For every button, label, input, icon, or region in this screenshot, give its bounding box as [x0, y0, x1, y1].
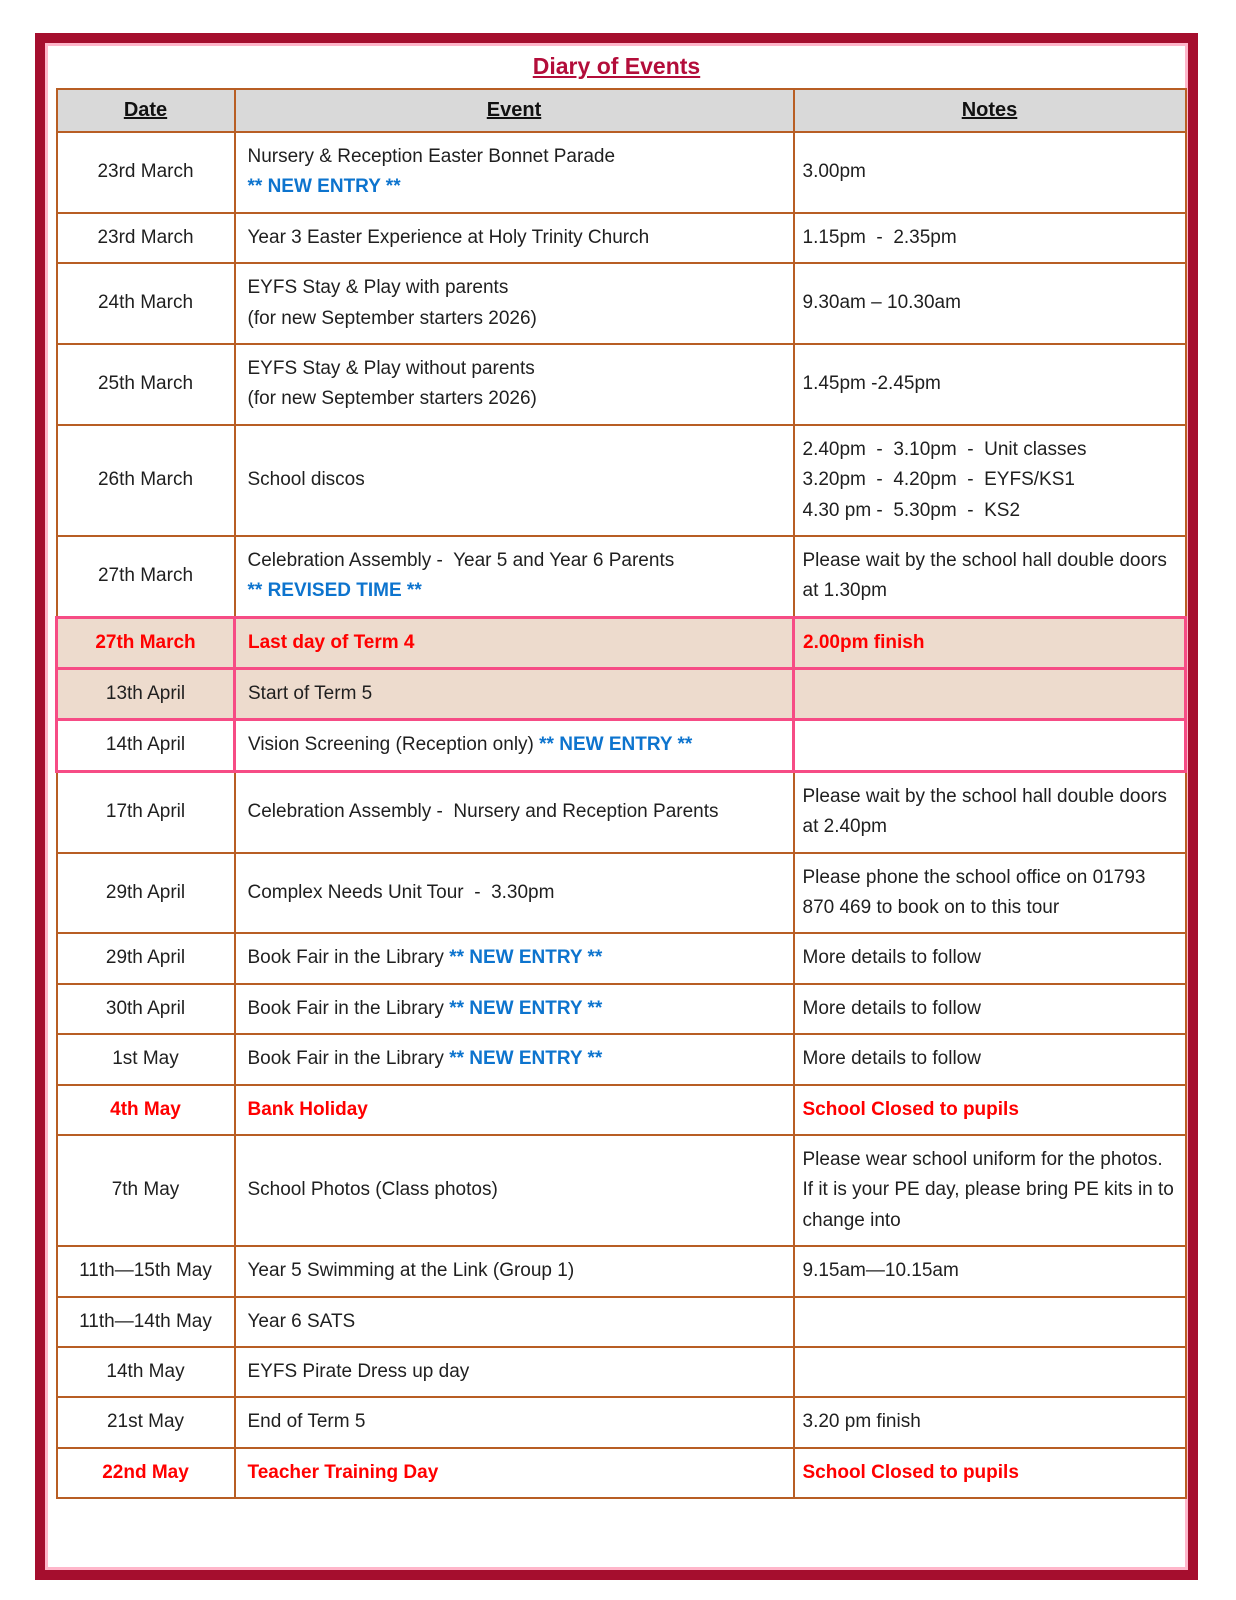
text-segment: Nursery & Reception Easter Bonnet Parade — [247, 146, 616, 167]
date-cell: 27th March — [57, 617, 235, 668]
text-line — [803, 288, 1177, 318]
column-header-notes: Notes — [794, 89, 1186, 132]
text-line — [248, 1044, 781, 1074]
text-segment: EYFS Stay & Play with parents — [247, 277, 509, 299]
table-body — [57, 132, 1186, 1498]
event-cell — [235, 1034, 794, 1084]
date-cell: 1st May — [57, 1034, 235, 1084]
emphasis-text: ** NEW ENTRY ** — [449, 1048, 603, 1070]
notes-cell — [794, 1448, 1186, 1498]
text-segment: (for new September starters 2026) — [247, 307, 537, 329]
date-cell: 29th April — [57, 933, 235, 983]
notes-cell — [794, 617, 1186, 668]
text-segment: Year 3 Easter Experience at Holy Trinity Church — [247, 226, 650, 248]
text-segment: School discos — [247, 469, 365, 491]
text-line — [803, 435, 1177, 465]
table-row — [57, 263, 1186, 344]
text-segment: 3.20pm - 4.20pm - EYFS/KS1 — [802, 469, 1075, 491]
text-line — [803, 863, 1177, 924]
text-segment: Teacher Training Day — [247, 1461, 439, 1483]
text-segment: 1.15pm - 2.35pm — [802, 226, 957, 248]
text-segment: 3.20 pm finish — [802, 1411, 921, 1433]
date-cell: 14th April — [57, 720, 235, 771]
text-line — [248, 354, 781, 384]
table-row — [57, 853, 1186, 934]
text-line — [248, 730, 780, 760]
notes-cell — [794, 425, 1186, 536]
text-segment: Please wait by the school hall double doors at 2.40pm — [802, 785, 1173, 838]
event-cell — [235, 617, 794, 668]
text-segment: Book Fair in the Library — [247, 1048, 450, 1070]
text-segment: Start of Term 5 — [248, 683, 373, 705]
date-cell: 4th May — [57, 1085, 235, 1135]
text-line — [248, 679, 780, 709]
text-segment: More details to follow — [802, 947, 981, 969]
date-cell: 24th March — [57, 263, 235, 344]
text-line — [248, 1175, 781, 1205]
event-cell — [235, 263, 794, 344]
text-segment: Please phone the school office on 01793 870 469 to book on to this tour — [802, 866, 1151, 919]
text-line — [248, 628, 780, 658]
text-segment: 9.15am—10.15am — [802, 1260, 959, 1282]
date-cell: 11th—15th May — [57, 1246, 235, 1296]
event-cell — [235, 425, 794, 536]
date-cell: 17th April — [57, 771, 235, 852]
notes-cell — [794, 853, 1186, 934]
date-cell: 14th May — [57, 1347, 235, 1397]
notes-cell — [794, 933, 1186, 983]
text-line — [248, 943, 781, 973]
event-cell — [235, 1246, 794, 1296]
date-cell: 22nd May — [57, 1448, 235, 1498]
text-line — [248, 546, 781, 576]
table-row — [57, 536, 1186, 617]
text-segment: Book Fair in the Library — [247, 997, 450, 1019]
event-cell — [235, 536, 794, 617]
text-segment: Last day of Term 4 — [248, 631, 415, 653]
event-cell — [235, 984, 794, 1034]
text-line — [803, 994, 1177, 1024]
text-line — [803, 1407, 1177, 1437]
text-segment: EYFS Stay & Play without parents — [247, 357, 535, 379]
text-segment: End of Term 5 — [247, 1411, 366, 1433]
text-line — [803, 943, 1177, 973]
table-row — [57, 1135, 1186, 1246]
table-row — [57, 1448, 1186, 1498]
text-segment: Vision Screening (Reception only) — [248, 734, 540, 756]
text-line — [803, 157, 1177, 187]
text-segment: 1.45pm -2.45pm — [802, 373, 941, 395]
text-line — [248, 1458, 781, 1488]
text-line — [248, 465, 781, 495]
notes-cell — [794, 1297, 1186, 1347]
text-line — [248, 1307, 781, 1337]
text-line — [248, 142, 781, 172]
text-line — [802, 1145, 1180, 1236]
date-cell: 30th April — [57, 984, 235, 1034]
text-line — [803, 369, 1177, 399]
text-line — [248, 172, 781, 202]
text-segment: School Photos (Class photos) — [247, 1179, 498, 1201]
text-line — [803, 628, 1176, 658]
events-table — [55, 88, 1187, 1499]
event-cell — [235, 720, 794, 771]
text-line — [248, 1407, 781, 1437]
event-cell — [235, 933, 794, 983]
text-line — [248, 994, 781, 1024]
text-line — [248, 1095, 781, 1125]
text-line — [803, 465, 1177, 495]
text-line — [803, 223, 1177, 253]
table-row — [57, 1085, 1186, 1135]
notes-cell — [794, 1034, 1186, 1084]
event-cell — [235, 132, 794, 213]
text-segment: 2.00pm finish — [803, 631, 925, 653]
text-line — [803, 1458, 1177, 1488]
text-segment: More details to follow — [802, 1048, 981, 1070]
notes-cell — [794, 344, 1186, 425]
text-segment: Year 6 SATS — [247, 1310, 356, 1332]
text-line — [248, 273, 781, 303]
date-cell: 11th—14th May — [57, 1297, 235, 1347]
notes-cell — [794, 771, 1186, 852]
table-row — [57, 425, 1186, 536]
notes-cell — [794, 984, 1186, 1034]
event-cell — [235, 1347, 794, 1397]
text-line — [803, 782, 1177, 843]
text-segment: School Closed to pupils — [802, 1461, 1019, 1483]
date-cell: 25th March — [57, 344, 235, 425]
column-header-date: Date — [57, 89, 235, 132]
emphasis-text: ** REVISED TIME ** — [247, 580, 422, 602]
table-row — [57, 344, 1186, 425]
text-line — [248, 878, 781, 908]
text-segment: Please wear school uniform for the photos. If it is your PE day, please bring PE kits in to change into — [802, 1148, 1180, 1231]
table-row — [57, 669, 1186, 720]
event-cell — [235, 344, 794, 425]
event-cell — [235, 1135, 794, 1246]
table-row — [57, 1246, 1186, 1296]
text-line — [248, 1357, 781, 1387]
table-row — [57, 1297, 1186, 1347]
table-row — [57, 720, 1186, 771]
date-cell: 13th April — [57, 669, 235, 720]
date-cell: 21st May — [57, 1397, 235, 1447]
page-border — [35, 33, 1198, 1580]
header-row — [57, 89, 1186, 132]
text-segment: (for new September starters 2026) — [247, 388, 537, 410]
event-cell — [235, 1397, 794, 1447]
date-cell: 29th April — [57, 853, 235, 934]
text-segment: School Closed to pupils — [802, 1098, 1019, 1120]
text-line — [248, 576, 781, 606]
notes-cell — [794, 720, 1186, 771]
emphasis-text: ** NEW ENTRY ** — [539, 734, 693, 756]
text-line — [248, 797, 781, 827]
date-cell: 7th May — [57, 1135, 235, 1246]
emphasis-text: ** NEW ENTRY ** — [449, 947, 603, 969]
event-cell — [235, 213, 794, 263]
text-segment: Celebration Assembly - Year 5 and Year 6 Parents — [247, 549, 675, 571]
notes-cell — [794, 1246, 1186, 1296]
text-segment: More details to follow — [802, 997, 981, 1019]
table-row — [57, 1347, 1186, 1397]
event-cell — [235, 669, 794, 720]
notes-cell — [794, 263, 1186, 344]
date-cell: 23rd March — [57, 132, 235, 213]
text-segment: Year 5 Swimming at the Link (Group 1) — [247, 1260, 575, 1282]
column-header-event: Event — [235, 89, 794, 132]
text-segment: 2.40pm - 3.10pm - Unit classes — [802, 438, 1087, 460]
notes-cell — [794, 669, 1186, 720]
text-line — [803, 546, 1177, 607]
text-segment: 3.00pm — [802, 161, 866, 183]
event-cell — [235, 771, 794, 852]
page-title: Diary of Events — [532, 53, 701, 79]
table-row — [57, 617, 1186, 668]
notes-cell — [794, 132, 1186, 213]
text-line — [248, 384, 781, 414]
notes-cell — [794, 213, 1186, 263]
text-line — [803, 1095, 1177, 1125]
notes-cell — [794, 1347, 1186, 1397]
notes-cell — [794, 536, 1186, 617]
notes-cell — [794, 1085, 1186, 1135]
text-segment: 9.30am – 10.30am — [802, 292, 961, 314]
event-cell — [235, 853, 794, 934]
event-cell — [235, 1085, 794, 1135]
text-segment: Celebration Assembly - Nursery and Reception Parents — [247, 801, 719, 823]
text-line — [803, 1044, 1177, 1074]
text-line — [248, 223, 781, 253]
date-cell: 27th March — [57, 536, 235, 617]
table-row — [57, 132, 1186, 213]
table-row — [57, 933, 1186, 983]
text-segment: Complex Needs Unit Tour - 3.30pm — [247, 881, 555, 903]
text-segment: Bank Holiday — [247, 1098, 368, 1120]
text-line — [803, 1256, 1177, 1286]
text-segment: Please wait by the school hall double doors at 1.30pm — [802, 549, 1173, 602]
text-line — [248, 304, 781, 334]
table-row — [57, 1397, 1186, 1447]
notes-cell — [794, 1135, 1186, 1246]
date-cell: 26th March — [57, 425, 235, 536]
text-segment: Book Fair in the Library — [247, 947, 450, 969]
text-line — [803, 496, 1177, 526]
table-row — [57, 213, 1186, 263]
date-cell: 23rd March — [57, 213, 235, 263]
event-cell — [235, 1448, 794, 1498]
emphasis-text: ** NEW ENTRY ** — [449, 997, 603, 1019]
text-segment: 4.30 pm - 5.30pm - KS2 — [802, 499, 1021, 521]
text-segment: EYFS Pirate Dress up day — [247, 1360, 470, 1382]
table-row — [57, 1034, 1186, 1084]
table-row — [57, 771, 1186, 852]
table-row — [57, 984, 1186, 1034]
emphasis-text: ** NEW ENTRY ** — [247, 176, 401, 198]
event-cell — [235, 1297, 794, 1347]
text-line — [248, 1256, 781, 1286]
notes-cell — [794, 1397, 1186, 1447]
